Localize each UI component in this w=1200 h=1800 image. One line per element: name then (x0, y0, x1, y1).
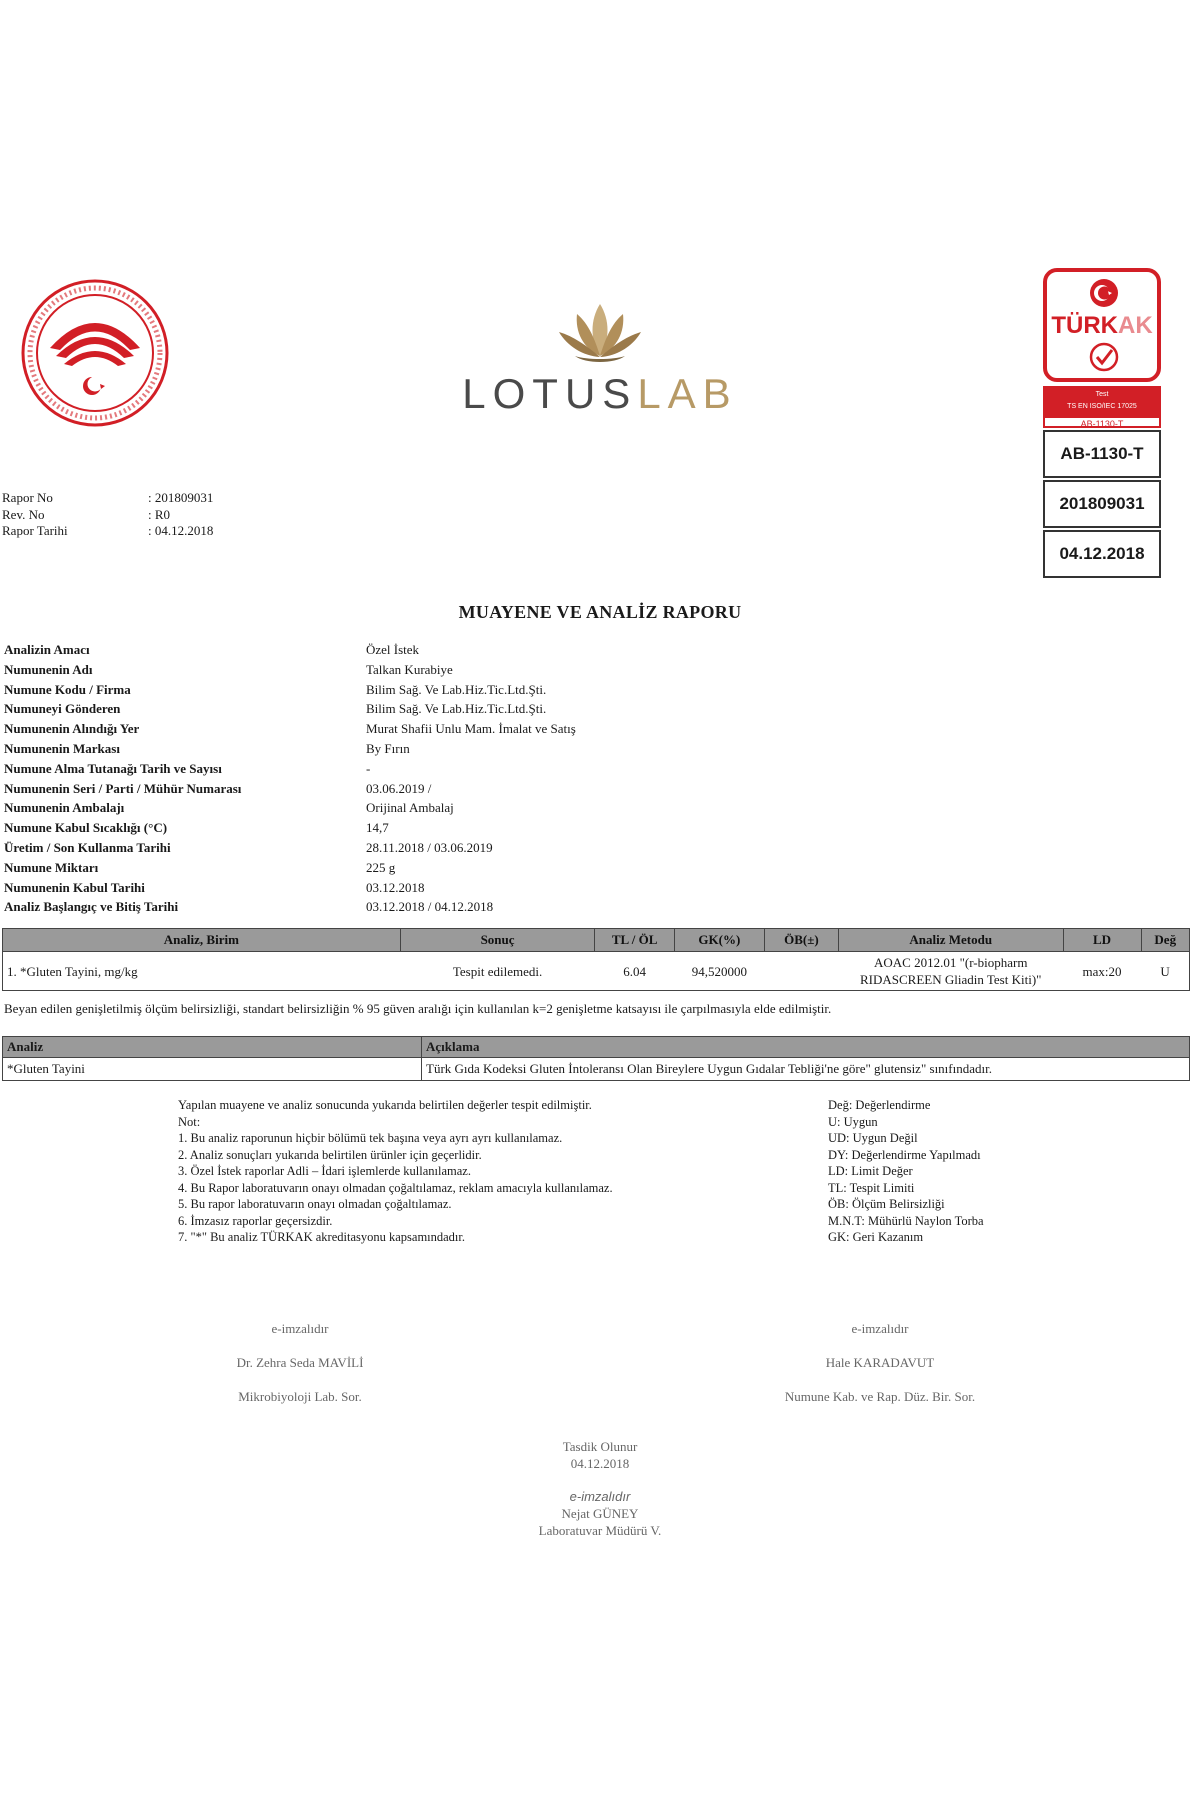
info-value: Talkan Kurabiye (366, 661, 453, 677)
note-item: 6. İmzasız raporlar geçersizdir. (178, 1213, 333, 1228)
checkmark-icon (1089, 342, 1119, 372)
info-label: Analiz Başlangıç ve Bitiş Tarihi (4, 899, 179, 915)
info-value: Özel İstek (366, 642, 420, 657)
col-header-gk: GK(%) (674, 929, 764, 952)
legend-item: Değ: Değerlendirme (828, 1098, 931, 1112)
esign-label: e-imzalıdır (271, 1321, 329, 1336)
metod-line: AOAC 2012.01 "(r-biopharm (874, 955, 1028, 970)
col-header-analiz: Analiz (3, 1037, 422, 1058)
meta-label: Rapor Tarihi (2, 523, 68, 538)
col-header-ld: LD (1063, 929, 1141, 952)
meta-label: Rev. No (2, 506, 45, 522)
col-header-sonuc: Sonuç (400, 929, 595, 952)
legend-item: M.N.T: Mühürlü Naylon Torba (828, 1213, 984, 1228)
meta-label: Rapor No (2, 490, 53, 505)
info-value: 14,7 (366, 820, 389, 836)
lab-word: LAB (637, 370, 738, 417)
info-label: Numunenin Alındığı Yer (4, 721, 140, 737)
legend-item: LD: Limit Değer (828, 1164, 913, 1178)
cell-sonuc: Tespit edilemedi. (400, 952, 595, 991)
cell-analiz: 1. *Gluten Tayini, mg/kg (3, 952, 401, 991)
abbreviation-legend (828, 1097, 984, 1246)
rev-no-value: : R0 (148, 506, 171, 522)
turkak-accreditation-block (1043, 268, 1167, 578)
turkak-flag-icon (1089, 278, 1119, 308)
turkak-date: 04.12.2018 (1043, 530, 1161, 578)
notes-intro: Yapılan muayene ve analiz sonucunda yukarıda belirtilen değerler tespit edilmiştir. (178, 1098, 592, 1112)
turkak-standard-label (1043, 386, 1161, 416)
info-label: Numune Kodu / Firma (4, 681, 131, 697)
signer-title: Numune Kab. ve Rap. Düz. Bir. Sor. (784, 1389, 976, 1404)
report-date-value: : 04.12.2018 (148, 523, 214, 538)
accreditation-code: AB-1130-T (1043, 430, 1161, 478)
lotuslab-logo (430, 300, 770, 420)
signature-right (730, 1312, 1030, 1414)
approval-date: 04.12.2018 (570, 1456, 630, 1471)
signature-center (450, 1438, 750, 1539)
metod-line: RIDASCREEN Gliadin Test Kiti)" (860, 972, 1042, 987)
info-value: By Fırın (366, 740, 410, 756)
signer-title: Laboratuvar Müdürü V. (538, 1523, 662, 1538)
info-label: Numune Alma Tutanağı Tarih ve Sayısı (4, 760, 222, 776)
info-value: 03.12.2018 / 04.12.2018 (366, 899, 494, 915)
legend-item: TL: Tespit Limiti (828, 1180, 915, 1195)
cell-deg: U (1141, 952, 1189, 991)
info-label: Numunenin Adı (4, 661, 93, 677)
signature-left (150, 1312, 450, 1414)
turkak-test-label: Test (1095, 391, 1109, 398)
cell-ob (764, 952, 838, 991)
report-title: MUAYENE VE ANALİZ RAPORU (458, 602, 742, 622)
info-label: Numunenin Seri / Parti / Mühür Numarası (4, 780, 242, 796)
turkak-wordmark (1047, 312, 1157, 340)
info-value: Orijinal Ambalaj (366, 800, 454, 816)
table-row (3, 1058, 1190, 1081)
info-label: Üretim / Son Kullanma Tarihi (4, 839, 171, 855)
info-value: - (366, 760, 371, 776)
legend-item: GK: Geri Kazanım (828, 1230, 924, 1244)
cell-analiz: *Gluten Tayini (3, 1058, 422, 1081)
info-value: Bilim Sağ. Ve Lab.Hiz.Tic.Ltd.Şti. (366, 701, 547, 717)
info-value: Murat Shafii Unlu Mam. İmalat ve Satış (366, 721, 576, 737)
report-no-value: : 201809031 (148, 490, 214, 505)
info-value: 225 g (366, 859, 396, 875)
info-label: Numune Kabul Sıcaklığı (°C) (4, 820, 168, 836)
turkak-word-right: AK (1117, 312, 1153, 339)
cell-aciklama: Türk Gıda Kodeksi Gluten İntoleransı Olan Bireylere Uygun Gıdalar Tebliği'ne göre" glutensiz" sınıfındadır. (422, 1058, 1190, 1081)
signer-name: Hale KARADAVUT (825, 1355, 935, 1370)
col-header-tl: TL / ÖL (595, 929, 674, 952)
turkak-word-left: TÜRK (1051, 312, 1118, 339)
table-row (3, 952, 1190, 991)
turkak-strip-code: AB-1130-T (1043, 416, 1161, 428)
note-item: 7. "*" Bu analiz TÜRKAK akreditasyonu kapsamındadır. (178, 1230, 466, 1244)
info-value: 28.11.2018 / 03.06.2019 (366, 839, 493, 855)
legend-item: U: Uygun (828, 1114, 878, 1129)
info-label: Analizin Amacı (4, 642, 90, 657)
info-value: 03.12.2018 (366, 879, 425, 895)
turkak-report-no: 201809031 (1043, 480, 1161, 528)
lotus-flower-icon (555, 300, 645, 368)
legend-item: UD: Uygun Değil (828, 1131, 918, 1145)
cell-gk: 94,520000 (674, 952, 764, 991)
cell-ld: max:20 (1063, 952, 1141, 991)
report-meta-values (148, 490, 213, 540)
col-header-aciklama: Açıklama (422, 1037, 1190, 1058)
notes-heading: Not: (178, 1114, 201, 1129)
info-label: Numunenin Kabul Tarihi (4, 879, 145, 895)
sample-info-values (366, 640, 576, 917)
table-header-row (3, 929, 1190, 952)
col-header-metod: Analiz Metodu (838, 929, 1063, 952)
sample-info-labels (4, 640, 241, 917)
info-label: Numunenin Markası (4, 740, 120, 756)
info-label: Numune Miktarı (4, 859, 99, 875)
col-header-ob: ÖB(±) (764, 929, 838, 952)
report-meta-labels (2, 490, 68, 540)
turkak-standard: TS EN ISO/IEC 17025 (1067, 403, 1137, 410)
uncertainty-note: Beyan edilen genişletilmiş ölçüm belirsizliği, standart belirsizliğin % 95 güven aralığı için kullanılan k=2 genişletme katsayısı ile çarpılmasıyla elde edilmiştir. (4, 1001, 832, 1016)
esign-label: e-imzalıdır (569, 1489, 631, 1504)
info-label: Numunenin Ambalajı (4, 800, 125, 816)
table-header-row (3, 1037, 1190, 1058)
note-item: 3. Özel İstek raporlar Adli – İdari işlemlerde kullanılamaz. (178, 1164, 471, 1178)
note-item: 5. Bu rapor laboratuvarın onayı olmadan çoğaltılamaz. (178, 1197, 452, 1211)
approval-label: Tasdik Olunur (562, 1439, 638, 1454)
lotus-word: LOTUS (462, 370, 638, 417)
info-label: Numuneyi Gönderen (4, 701, 121, 717)
analysis-results-table (2, 928, 1190, 991)
turkak-logo (1043, 268, 1161, 382)
notes-block (178, 1097, 613, 1246)
description-table (2, 1036, 1190, 1081)
info-value: Bilim Sağ. Ve Lab.Hiz.Tic.Ltd.Şti. (366, 681, 547, 697)
note-item: 4. Bu Rapor laboratuvarın onayı olmadan çoğaltılamaz, reklam amacıyla kullanılamaz. (178, 1180, 613, 1195)
note-item: 1. Bu analiz raporunun hiçbir bölümü tek başına veya ayrı ayrı kullanılamaz. (178, 1131, 563, 1145)
legend-item: DY: Değerlendirme Yapılmadı (828, 1147, 981, 1162)
cell-metod (838, 952, 1063, 991)
col-header-deg: Değ (1141, 929, 1189, 952)
note-item: 2. Analiz sonuçları yukarıda belirtilen ürünler için geçerlidir. (178, 1147, 482, 1162)
col-header-analiz: Analiz, Birim (3, 929, 401, 952)
signer-name: Dr. Zehra Seda MAVİLİ (236, 1355, 364, 1370)
ministry-seal-logo (20, 278, 170, 428)
signer-title: Mikrobiyoloji Lab. Sor. (238, 1389, 362, 1404)
cell-tl: 6.04 (595, 952, 674, 991)
esign-label: e-imzalıdır (851, 1321, 909, 1336)
lotuslab-wordmark (430, 370, 770, 418)
signer-name: Nejat GÜNEY (561, 1506, 639, 1521)
info-value: 03.06.2019 / (366, 780, 432, 796)
legend-item: ÖB: Ölçüm Belirsizliği (828, 1197, 945, 1211)
